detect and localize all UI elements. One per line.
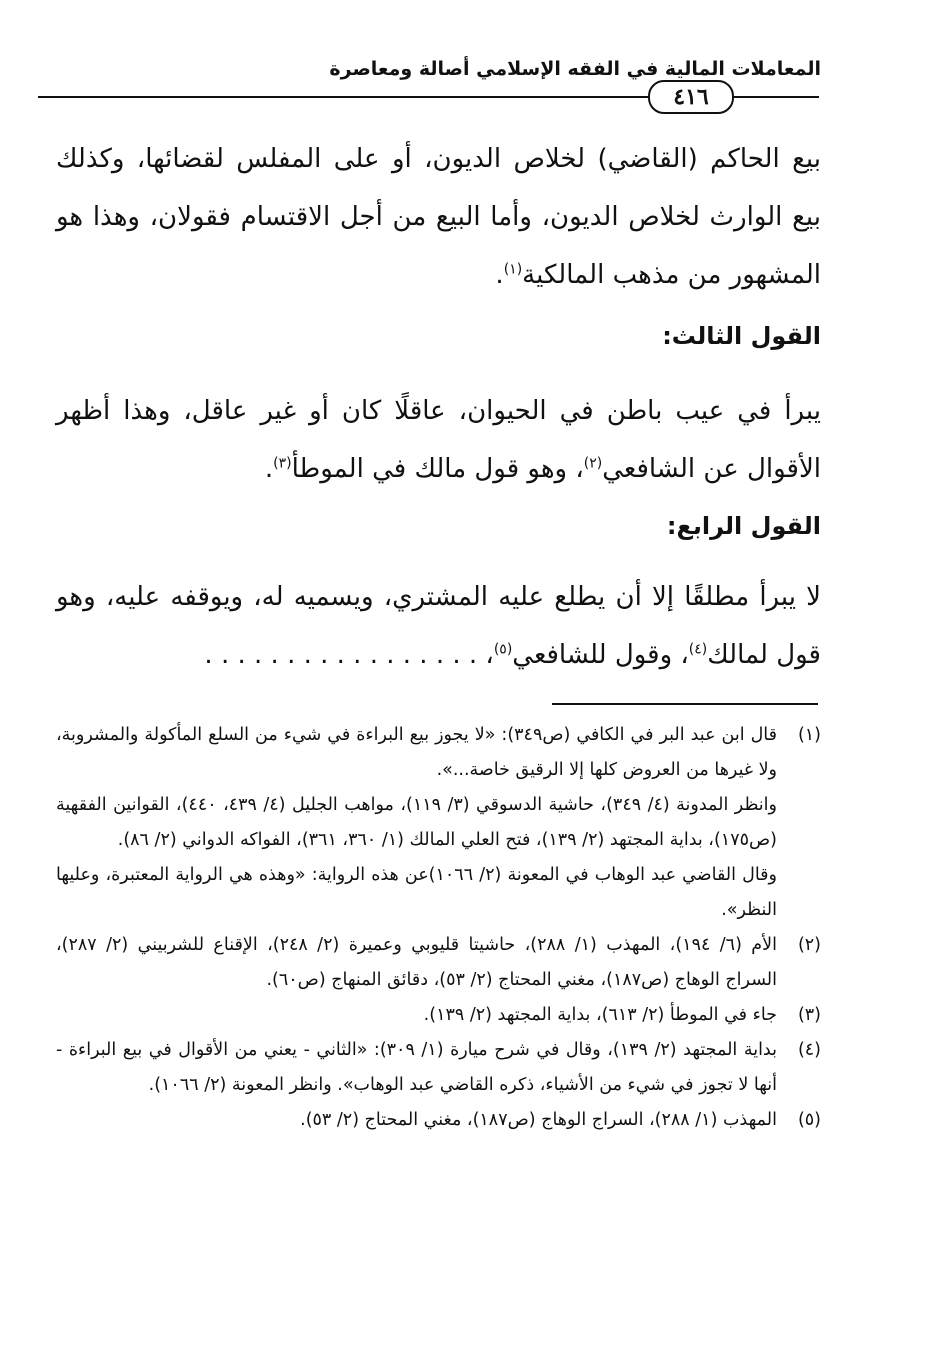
footnote-text: بداية المجتهد (٢/ ١٣٩)، وقال في شرح ميارة (١/ ٣٠٩): «الثاني - يعني من الأقوال في بيع البراءة - أنها لا تجوز في شيء من الأشياء، ذكره القاضي عبد الوهاب». وانظر المعونة (٢/ ١٠٦٦).	[56, 1040, 777, 1095]
heading-fourth-opinion: القول الرابع:	[666, 512, 821, 540]
footnote-3	[56, 998, 821, 1033]
footnote-1-continuation: وانظر المدونة (٤/ ٣٤٩)، حاشية الدسوقي (٣/ ١١٩)، مواهب الجليل (٤/ ٤٣٩، ٤٤٠)، القوانين الفقهية (ص١٧٥)، بداية المجتهد (٢/ ١٣٩)، فتح العلي المالك (١/ ٣٦٠، ٣٦١)، الفواكه الدواني (٢/ ٨٦).	[56, 795, 777, 850]
footnote-text: المهذب (١/ ٢٨٨)، السراج الوهاج (ص١٨٧)، مغني المحتاج (٢/ ٥٣).	[300, 1110, 777, 1130]
paragraph-1	[56, 130, 821, 304]
footnote-number: (٢)	[797, 935, 821, 955]
page-number: ٤١٦	[673, 84, 709, 110]
footnote-2	[56, 928, 821, 998]
footnote-number: (٣)	[797, 1005, 821, 1025]
running-title: المعاملات المالية في الفقه الإسلامي أصالة ومعاصرة	[329, 58, 821, 80]
paragraph-3-text-a: لا يبرأ مطلقًا إلا أن يطلع عليه المشتري، ويسميه له، ويوقفه عليه، وهو قول لمالك	[56, 582, 821, 670]
footnote-text: قال ابن عبد البر في الكافي (ص٣٤٩): «لا يجوز بيع البراءة في شيء من السلع المأكولة والمشروبة، ولا غيرها من العروض كلها إلا الرقيق خاصة...».	[56, 725, 777, 780]
footnote-ref-5: (٥)	[493, 641, 513, 658]
footnote-4	[56, 1033, 821, 1103]
footnote-ref-3: (٣)	[273, 455, 292, 472]
footnote-1-continuation: وقال القاضي عبد الوهاب في المعونة (٢/ ١٠٦٦)عن هذه الرواية: «وهذه هي الرواية المعتبرة، وعليها النظر».	[56, 865, 777, 920]
paragraph-2-text-b: ، وهو قول مالك في الموطأ	[291, 454, 584, 484]
paragraph-3-end: ، . . . . . . . . . . . . . . . . .	[204, 640, 494, 670]
footnote-number: (١)	[797, 725, 821, 745]
footnote-ref-2: (٢)	[583, 455, 603, 472]
page-number-badge	[648, 80, 734, 114]
footnote-text: جاء في الموطأ (٢/ ٦١٣)، بداية المجتهد (٢/ ١٣٩).	[423, 1005, 777, 1025]
footnote-5	[56, 1103, 821, 1138]
heading-third-opinion: القول الثالث:	[662, 322, 821, 350]
footnote-1	[56, 718, 821, 788]
paragraph-3	[56, 568, 821, 684]
footnote-separator	[552, 703, 818, 705]
footnote-number: (٥)	[797, 1110, 821, 1130]
paragraph-2-text-a: يبرأ في عيب باطن في الحيوان، عاقلًا كان أو غير عاقل، وهذا أظهر الأقوال عن الشافعي	[56, 396, 821, 484]
footnote-number: (٤)	[797, 1040, 821, 1060]
paragraph-2	[56, 382, 821, 498]
paragraph-1-text: بيع الحاكم (القاضي) لخلاص الديون، أو على المفلس لقضائها، وكذلك بيع الوارث لخلاص الديون، وأما البيع من أجل الاقتسام فقولان، وهذا هو المشهور من مذهب المالكية	[56, 144, 821, 290]
footnotes	[56, 718, 821, 1138]
footnote-text: الأم (٦/ ١٩٤)، المهذب (١/ ٢٨٨)، حاشيتا قليوبي وعميرة (٢/ ٢٤٨)، الإقناع للشربيني (٢/ ٢٨٧)، السراج الوهاج (ص١٨٧)، مغني المحتاج (٢/ ٥٣)، دقائق المنهاج (ص٦٠).	[56, 935, 777, 990]
footnote-ref-4: (٤)	[688, 641, 708, 658]
paragraph-1-end: .	[495, 260, 504, 290]
paragraph-2-end: .	[264, 454, 274, 484]
paragraph-3-text-b: ، وقول للشافعي	[512, 640, 689, 670]
footnote-ref-1: (١)	[503, 261, 523, 278]
